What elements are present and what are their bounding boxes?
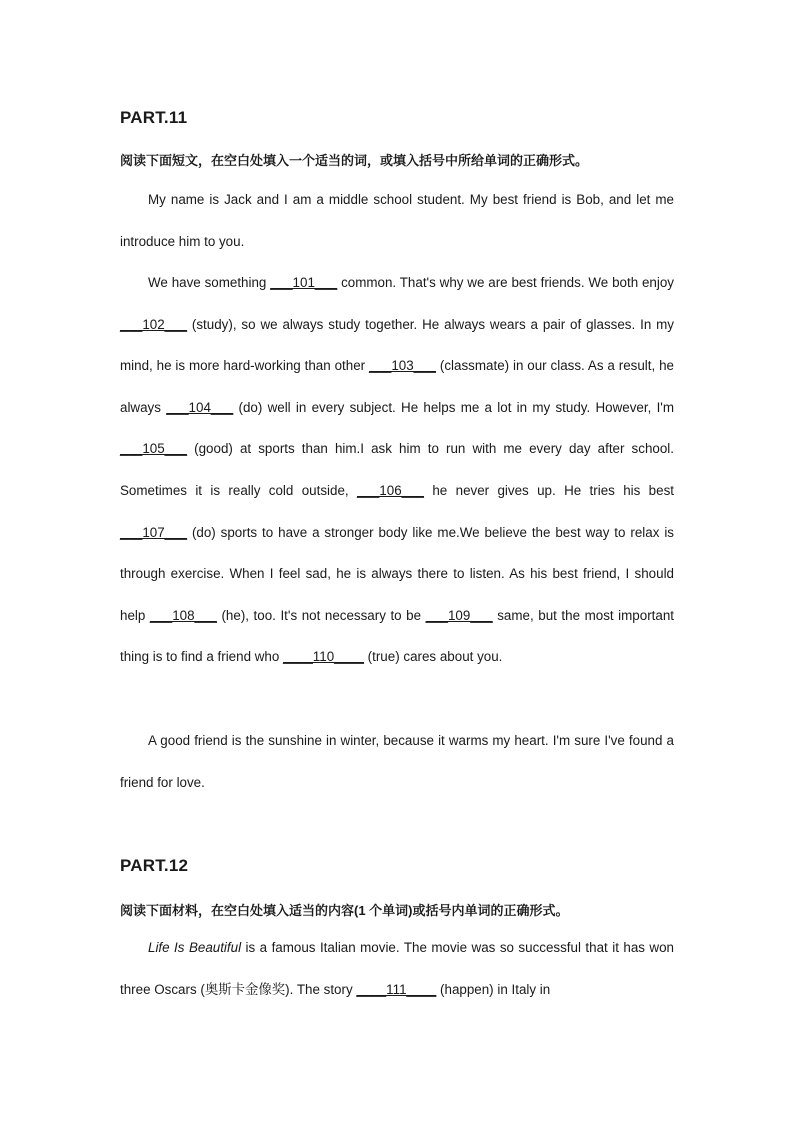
part11-paragraph-1: My name is Jack and I am a middle school student. My best friend is Bob, and let me introduce him to you. [120, 192, 674, 249]
text-run: (do) sports to have a stronger body like me.We believe the best way to relax is through exercise. When I feel sad, he is always there to listen. As his best friend, I should help [120, 524, 674, 623]
blank-105[interactable]: ___105___ [120, 441, 188, 457]
text-run: (he), too. It's not necessary to be [216, 607, 426, 623]
text-run: (happen) in Italy in [436, 981, 551, 997]
blank-102[interactable]: ___102___ [120, 316, 188, 332]
text-run: common. That's why we are best friends. We both enjoy [337, 275, 674, 290]
blank-104[interactable]: ___104___ [166, 399, 234, 415]
blank-101[interactable]: ___101___ [270, 275, 338, 290]
part11-paragraph-2 [120, 262, 674, 678]
part12-title: PART.12 [120, 856, 189, 875]
movie-title: Life Is Beautiful [148, 940, 242, 955]
blank-103[interactable]: ___103___ [368, 358, 437, 374]
text-run: he never gives up. He tries his best [424, 482, 674, 498]
part11-title: PART.11 [120, 108, 188, 127]
blank-109[interactable]: ___109___ [425, 607, 493, 623]
blank-111[interactable]: ____111____ [356, 981, 437, 997]
blank-108[interactable]: ___108___ [149, 607, 217, 623]
part11-paragraph-3: A good friend is the sunshine in winter, because it warms my heart. I'm sure I've found a friend for love. [120, 733, 674, 790]
text-run: (do) well in every subject. He helps me a lot in my study. However, I'm [233, 399, 674, 415]
text-run: (good) at sports than him.I ask him to run with me every day after school. Sometimes it is really cold outside, [120, 441, 674, 498]
text-run: (study), so we always study together. He always wears a pair of glasses. In my mind, he is more hard-working than other [120, 316, 674, 374]
text-run: is a famous Italian movie. The movie was so successful that it has won three Oscars (奥斯卡金像奖). The story [120, 940, 674, 997]
part12-instruction: 阅读下面材料，在空白处填入适当的内容(1 个单词)或括号内单词的正确形式。 [120, 903, 569, 918]
text-run: (classmate) in our class. As a result, he always [120, 358, 674, 415]
part11-instruction: 阅读下面短文，在空白处填入一个适当的词，或填入括号中所给单词的正确形式。 [120, 153, 589, 168]
blank-107[interactable]: ___107___ [120, 524, 188, 540]
blank-110[interactable]: ____110____ [283, 649, 364, 665]
text-run: same, but the most important thing is to find a friend who [120, 607, 674, 665]
text-run: (true) cares about you. [363, 649, 503, 665]
text-run: We have something [148, 275, 271, 290]
part12-paragraph-1 [120, 927, 674, 1010]
blank-106[interactable]: ___106___ [356, 482, 424, 498]
